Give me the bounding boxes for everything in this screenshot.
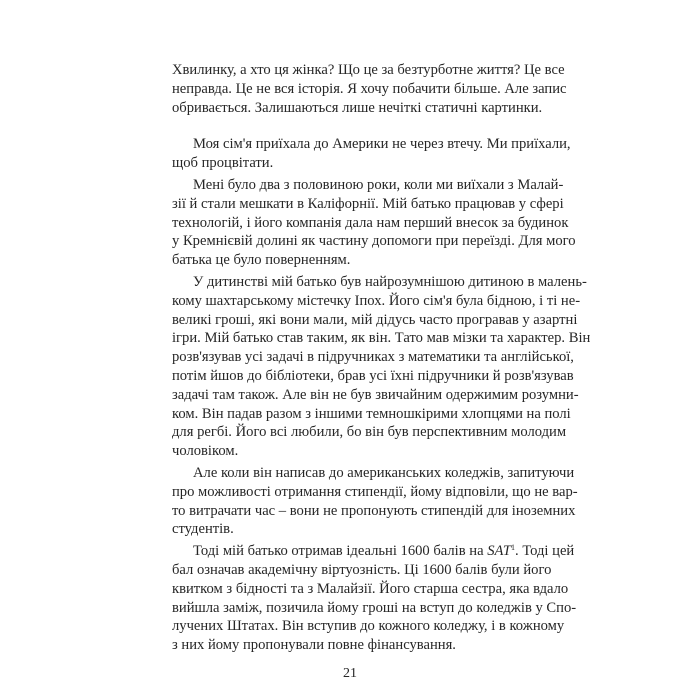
text-line bbox=[172, 542, 575, 561]
text-line: Моя сім'я приїхала до Америки не через втечу. Ми приїхали, bbox=[193, 136, 571, 153]
text-line: кому шахтарському містечку Іпох. Його сім'я була бідною, і ті не- bbox=[172, 292, 581, 309]
text-line: з них йому пропонували повне фінансування. bbox=[172, 637, 456, 654]
paragraph bbox=[172, 273, 591, 461]
text-line: обривається. Залишаються лише нечіткі статичні картинки. bbox=[172, 99, 543, 116]
text-line: вийшла заміж, позичила йому гроші на вступ до коледжів у Спо- bbox=[172, 599, 577, 616]
text-line: великі гроші, які вони мали, мій дідусь часто програвав у азартні bbox=[172, 311, 578, 328]
text-line: ігри. Мій батько став таким, як він. Тато мав мізки та характер. Він bbox=[172, 330, 591, 347]
text-line: для регбі. Його всі любили, бо він був перспективним молодим bbox=[172, 424, 567, 441]
paragraph bbox=[172, 464, 578, 539]
text-line: лучених Штатах. Він вступив до кожного коледжу, і в кожному bbox=[172, 618, 565, 635]
text-line: батька це було поверненням. bbox=[172, 252, 351, 269]
page-number: 21 bbox=[343, 666, 357, 681]
paragraph bbox=[172, 135, 571, 173]
text-line: потім йшов до бібліотеки, брав усі їхні підручники й розв'язував bbox=[172, 367, 574, 384]
paragraph bbox=[172, 542, 577, 655]
text-line: У дитинстві мій батько був найрозумнішою дитиною в малень- bbox=[193, 273, 587, 290]
text-line: розв'язував усі задачі в підручниках з математики та англійської, bbox=[172, 349, 574, 366]
text-line: Мені було два з половиною роки, коли ми виїхали з Малай- bbox=[193, 176, 564, 193]
sat-abbreviation: SAT bbox=[487, 543, 512, 560]
text-line: задачі там також. Але він не був звичайним одержимим розумни- bbox=[172, 386, 579, 403]
text-line: зії й стали мешкати в Каліфорнії. Мій батько працював у сфері bbox=[172, 195, 564, 212]
text-line: чоловіком. bbox=[172, 443, 239, 460]
text-line: у Кремнієвій долині як частину допомоги при переїзді. Для мого bbox=[172, 233, 576, 250]
text-line: бал означав академічну віртуозність. Ці 1600 балів були його bbox=[172, 561, 552, 578]
footnote-mark[interactable]: 1 bbox=[511, 543, 516, 553]
sat-line-text: Тоді мій батько отримав ідеальні 1600 балів на bbox=[193, 543, 488, 560]
text-line: студентів. bbox=[172, 521, 234, 538]
text-line: Але коли він написав до американських коледжів, запитуючи bbox=[193, 464, 575, 481]
text-line: квитком з бідності та з Малайзії. Його старша сестра, яка вдало bbox=[172, 580, 569, 597]
text-line: Хвилинку, а хто ця жінка? Що це за безтурботне життя? Це все bbox=[172, 62, 565, 78]
sat-line-text: . Тоді цей bbox=[515, 543, 575, 560]
text-line: неправда. Це не вся історія. Я хочу побачити більше. Але запис bbox=[172, 80, 567, 97]
text-line: технологій, і його компанія дала нам перший внесок за будинок bbox=[172, 214, 569, 231]
text-line: ком. Він падав разом з іншими темношкірими хлопцями на полі bbox=[172, 405, 571, 422]
text-line: про можливості отримання стипендії, йому відповіли, що не вар- bbox=[172, 483, 578, 500]
page-body bbox=[172, 61, 591, 658]
paragraph bbox=[172, 61, 567, 117]
text-line: щоб процвітати. bbox=[172, 155, 274, 172]
paragraph bbox=[172, 176, 576, 270]
text-line: то витрачати час – вони не пропонують стипендій для іноземних bbox=[172, 502, 576, 519]
